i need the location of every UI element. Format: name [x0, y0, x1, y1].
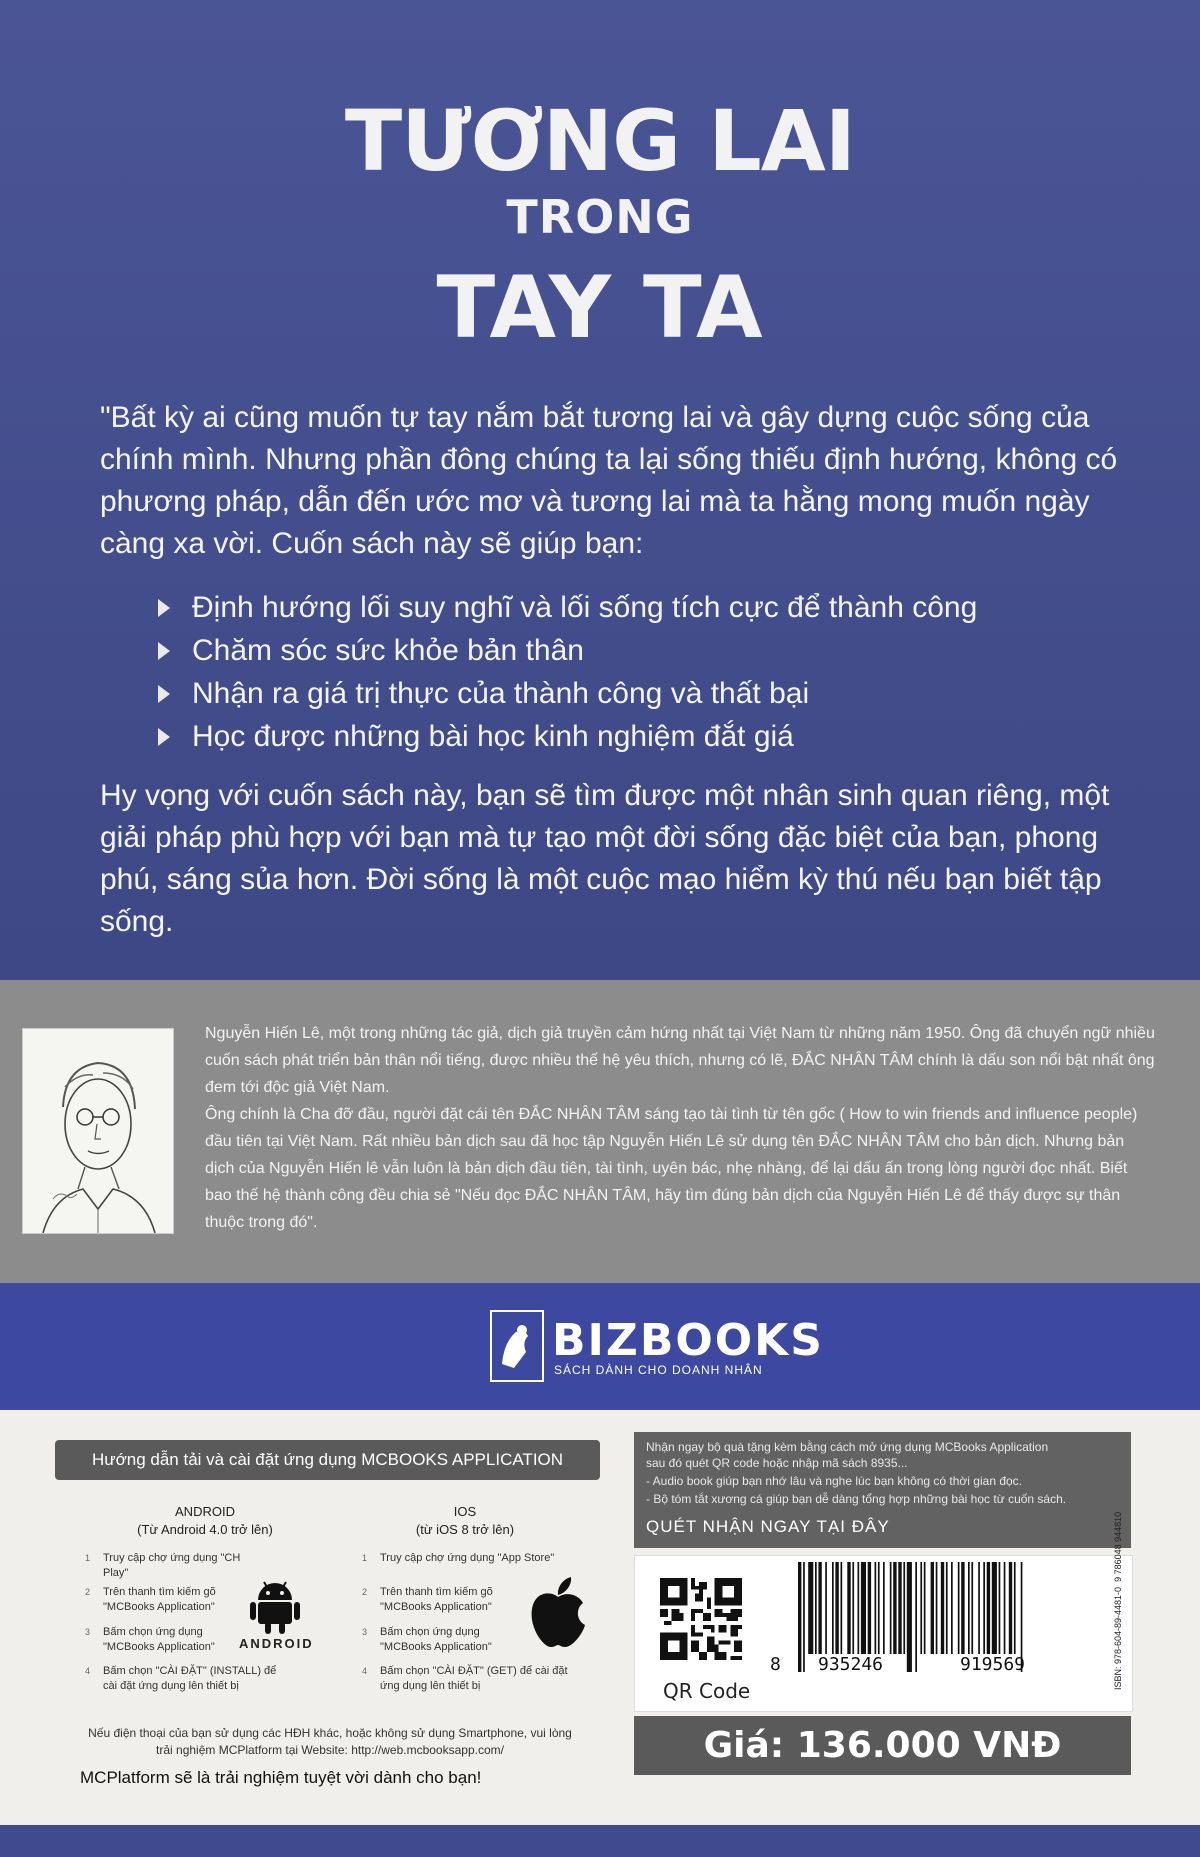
blurb-outro: Hy vọng với cuốn sách này, bạn sẽ tìm được một nhân sinh quan riêng, một giải pháp phù hợp với bạn mà tự tạo một đời sống đặc biệt của bạn, phong phú, sáng sủa hơn. Đời sống là một cuộc mạo hiểm kỳ thú nếu bạn biết tập sống. — [100, 779, 1110, 938]
barcode-bar — [946, 1562, 948, 1654]
android-step: 1 Truy cập chợ ứng dụng "CH Play" — [85, 1552, 241, 1579]
barcode-bar — [893, 1562, 896, 1654]
ios-heading: IOS (từ iOS 8 trở lên) — [415, 1504, 515, 1537]
barcode-left-digits: 935246 — [818, 1654, 884, 1675]
android-robot-icon — [250, 1578, 300, 1634]
barcode-right-digits: 919569 — [960, 1654, 1026, 1675]
ios-step: 1 Truy cập chợ ứng dụng "App Store" — [362, 1552, 555, 1564]
barcode-bar — [941, 1562, 944, 1654]
barcode-bar — [958, 1562, 960, 1654]
isbn-text: ISBN: 978-604-89-4481-0 9 786048 944810 — [1113, 1511, 1123, 1690]
title-line-2: TRONG — [506, 190, 694, 244]
barcode-bar — [987, 1562, 990, 1654]
barcode-bar — [808, 1562, 813, 1654]
author-bio-paragraph-1: Nguyễn Hiến Lê, một trong những tác giả, dịch giả truyền cảm hứng nhất tại Việt Nam từ những năm 1950. Ông đã chuyển ngữ nhiều cuốn sách phát triển bản thân nổi tiếng, được nhiều thế hệ yêu thích, nhưng có lẽ, ĐẮC NHÂN TÂM chính là dấu son nổi bật nhất ông đem tới độc giả Việt Nam. — [205, 1025, 1155, 1096]
barcode-bar — [999, 1562, 1001, 1654]
barcode-bar — [815, 1562, 817, 1654]
barcode-bar — [898, 1562, 901, 1654]
title-line-1: TƯƠNG LAI — [344, 92, 856, 190]
barcode-bar — [961, 1562, 964, 1654]
barcode-bar — [971, 1562, 973, 1654]
barcode-bar — [992, 1562, 997, 1654]
barcode-first-digit: 8 — [770, 1654, 781, 1675]
promo-line: - Audio book giúp bạn nhớ lâu và nghe lúc bạn không có thời gian đọc. — [646, 1474, 1023, 1488]
barcode-bar — [890, 1562, 892, 1654]
blurb-bullet: Chăm sóc sức khỏe bản thân — [158, 629, 977, 672]
ios-step: 2 Trên thanh tìm kiếm gõ "MCBooks Application" — [362, 1586, 493, 1613]
barcode-bar — [868, 1562, 871, 1654]
blurb-bullet-list — [158, 586, 977, 758]
promo-cta: QUÉT NHẬN NGAY TẠI ĐÂY — [646, 1517, 890, 1536]
barcode-bar — [818, 1562, 821, 1654]
barcode-bar — [1009, 1562, 1012, 1654]
barcode-bar — [903, 1562, 905, 1654]
publisher-name: BIZBOOKS — [552, 1315, 824, 1366]
barcode-bar — [924, 1562, 926, 1654]
triangle-bullet-icon — [158, 685, 170, 703]
install-guide-banner: Hướng dẫn tải và cài đặt ứng dụng MCBOOKS APPLICATION — [55, 1440, 600, 1480]
ios-step: 3 Bấm chọn ứng dụng "MCBooks Application" — [362, 1626, 492, 1653]
barcode-bar — [798, 1562, 801, 1672]
barcode-bar — [920, 1562, 922, 1654]
qr-code-image[interactable] — [660, 1578, 742, 1660]
barcode-bar — [825, 1562, 827, 1654]
promo-line: - Bộ tóm tắt xương cá giúp bạn dễ dàng tổng hợp những bài học từ cuốn sách. — [646, 1492, 1067, 1506]
qr-code-label: QR Code — [663, 1679, 751, 1703]
blurb-bullet: Nhận ra giá trị thực của thành công và thất bại — [158, 672, 977, 715]
barcode-bar — [835, 1562, 838, 1654]
barcode-bar — [847, 1562, 850, 1654]
barcode-bar — [1004, 1562, 1006, 1654]
author-portrait — [22, 1028, 174, 1234]
barcode-bar — [951, 1562, 953, 1654]
alternative-platform-note: Nếu điện thoại của bạn sử dụng các HĐH khác, hoặc không sử dụng Smartphone, vui lòng trải nghiệm MCPlatform tại Website: http://web.mcbooksapp.com/ — [88, 1726, 572, 1757]
android-wordmark: ANDROID — [239, 1636, 314, 1651]
triangle-bullet-icon — [158, 599, 170, 617]
barcode-bar — [978, 1562, 980, 1654]
bizbooks-logo-icon — [490, 1310, 544, 1382]
title-line-3: TAY TA — [436, 258, 764, 358]
barcode-bar — [983, 1562, 985, 1654]
ios-step: 4 Bấm chọn "CÀI ĐẶT" (GET) để cài đặt ứng dụng lên thiết bị — [362, 1665, 568, 1692]
barcode-bar — [803, 1562, 805, 1672]
barcode-bar — [875, 1562, 877, 1654]
author-bio-paragraph-2: Ông chính là Cha đỡ đầu, người đặt cái tên ĐẮC NHÂN TÂM sáng tạo tài tình từ tên gốc ( How to win friends and influence people) đầu tiên tại Việt Nam. Rất nhiều bản dịch sau đã học tập Nguyễn Hiến Lê sử dụng tên ĐẮC NHÂN TÂM cho bản dịch. Nhưng bản dịch của Nguyễn Hiến lê vẫn luôn là bản dịch đầu tiên, tài tình, uyên bác, nhẹ nhàng, để lại dấu ấn trong lòng người đọc nhất. Biết bao thế hệ thành công đều chia sẻ "Nếu đọc ĐẮC NHÂN TÂM, hãy tìm đúng bản dịch của Nguyễn Hiến Lê để thấy được sự thân thuộc trong đó". — [205, 1106, 1138, 1231]
apple-logo-icon — [527, 1575, 589, 1649]
barcode-bar — [883, 1562, 885, 1654]
barcode-bar — [878, 1562, 880, 1654]
author-bio — [205, 1020, 1155, 1236]
blurb-bullet: Học được những bài học kinh nghiệm đắt giá — [158, 715, 977, 758]
promo-line: sau đó quét QR code hoặc nhập mã sách 8935... — [646, 1456, 908, 1470]
android-step: 4 Bấm chọn "CÀI ĐẶT" (INSTALL) để cài đặt ứng dụng lên thiết bị — [85, 1665, 277, 1692]
barcode-bar — [931, 1562, 934, 1654]
footer-strip — [0, 1825, 1200, 1857]
triangle-bullet-icon — [158, 642, 170, 660]
mcplatform-highlight: MCPlatform sẽ là trải nghiệm tuyệt vời dành cho bạn! — [80, 1768, 482, 1787]
blurb-intro: "Bất kỳ ai cũng muốn tự tay nắm bắt tương lai và gây dựng cuộc sống của chính mình. Nhưng phần đông chúng ta lại sống thiếu định hướng, không có phương pháp, dẫn đến ước mơ và tương lai mà ta hằng mong muốn ngày càng xa vời. Cuốn sách này sẽ giúp bạn: — [100, 401, 1118, 560]
barcode-bar — [832, 1562, 834, 1654]
barcode-bar — [968, 1562, 970, 1654]
barcode-bar — [841, 1562, 843, 1654]
barcode-bar — [858, 1562, 860, 1654]
price-tag: Giá: 136.000 VNĐ — [634, 1716, 1131, 1775]
android-step: 3 Bấm chọn ứng dụng "MCBooks Application" — [85, 1626, 215, 1653]
android-heading: ANDROID (Từ Android 4.0 trở lên) — [137, 1504, 273, 1537]
android-step: 2 Trên thanh tìm kiếm gõ "MCBooks Application" — [85, 1586, 216, 1613]
gift-promo-box — [634, 1432, 1131, 1548]
publisher-tagline: SÁCH DÀNH CHO DOANH NHÂN — [554, 1363, 763, 1377]
barcode-bar — [861, 1562, 866, 1654]
barcode-bar — [936, 1562, 938, 1654]
barcode-bar — [915, 1562, 917, 1672]
blurb-bullet: Định hướng lối suy nghĩ và lối sống tích cực để thành công — [158, 586, 977, 629]
triangle-bullet-icon — [158, 728, 170, 746]
barcode-bar — [852, 1562, 854, 1654]
barcode-bar — [907, 1562, 912, 1672]
promo-line: Nhận ngay bộ quà tặng kèm bằng cách mở ứng dụng MCBooks Application — [646, 1440, 1049, 1454]
barcode-bar — [1014, 1562, 1016, 1654]
